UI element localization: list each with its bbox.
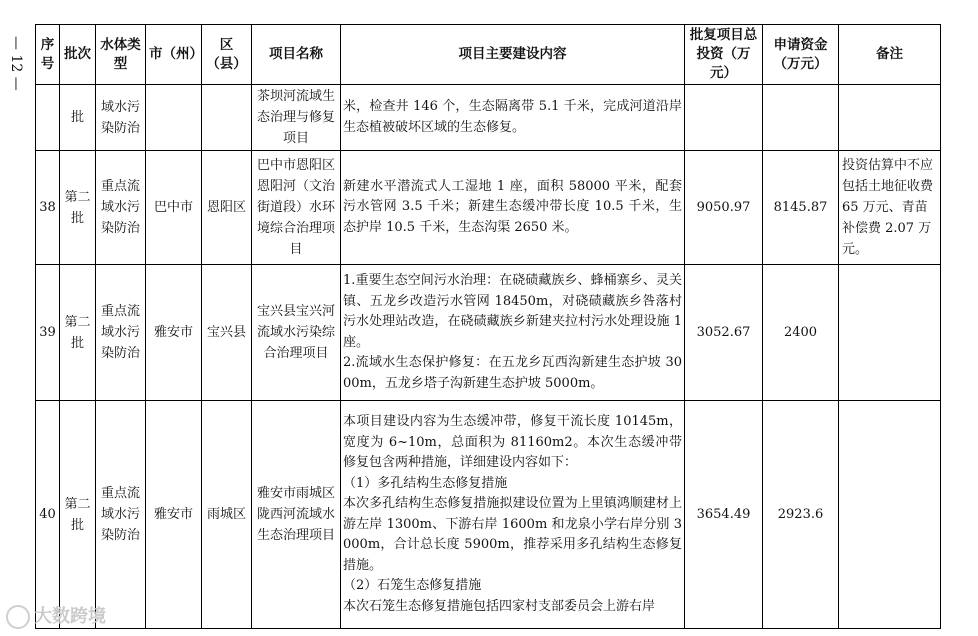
content-paragraph: 本次多孔结构生态修复措施拟建设位置为上里镇鸿顺建材上游左岸 1300m、下游右岸 1600m 和龙泉小学右岸分别 3000m，合计总长度 5900m，推荐采用多孔结构生态修复措施。 [343, 496, 682, 573]
row-batch: 第二批 [60, 151, 96, 265]
content-paragraph: 1.重要生态空间污水治理：在硗碛藏族乡、蜂桶寨乡、灵关镇、五龙乡改造污水管网 18450m，对硗碛藏族乡咎落村污水处理站改造，在硗碛藏族乡新建夹拉村污水处理设施 1 座。 [343, 273, 682, 350]
row-project-name: 巴中市恩阳区恩阳河（文治街道段）水环境综合治理项目 [252, 151, 341, 265]
row-note: 投资估算中不应包括土地征收费 65 万元、青苗补偿费 2.07 万元。 [839, 151, 941, 265]
row-fund: 2400 [763, 265, 839, 401]
header-batch: 批次 [60, 25, 96, 85]
row-type: 重点流域水污染防治 [96, 401, 146, 629]
row-county: 恩阳区 [202, 151, 252, 265]
row-type: 重点流域水污染防治 [96, 151, 146, 265]
row-invest [685, 85, 763, 151]
table-row [36, 151, 941, 265]
row-county: 宝兴县 [202, 265, 252, 401]
content-paragraph: 本项目建设内容为生态缓冲带，修复干流长度 10145m，宽度为 6~10m，总面积为 81160m2。本次生态缓冲带修复包含两种措施，详细建设内容如下： [343, 414, 682, 470]
header-row [36, 25, 941, 85]
row-batch: 批 [60, 85, 96, 151]
row-project-name: 宝兴县宝兴河流域水污染综合治理项目 [252, 265, 341, 401]
row-fund: 8145.87 [763, 151, 839, 265]
row-content [341, 265, 685, 401]
row-project-name: 雅安市雨城区陇西河流域水生态治理项目 [252, 401, 341, 629]
row-seq: 39 [36, 265, 60, 401]
table-row [36, 401, 941, 629]
row-invest: 3654.49 [685, 401, 763, 629]
row-fund [763, 85, 839, 151]
row-invest: 9050.97 [685, 151, 763, 265]
project-table [35, 24, 941, 629]
page-number: — 12 — [8, 36, 24, 91]
row-seq [36, 85, 60, 151]
row-type: 重点流域水污染防治 [96, 265, 146, 401]
header-invest: 批复项目总投资（万元） [685, 25, 763, 85]
row-note [839, 401, 941, 629]
content-paragraph: 2.流域水生态保护修复：在五龙乡瓦西沟新建生态护坡 3000m，五龙乡塔子沟新建生态护坡 5000m。 [343, 355, 682, 391]
header-name: 项目名称 [252, 25, 341, 85]
row-batch: 第二批 [60, 401, 96, 629]
row-note [839, 265, 941, 401]
header-content: 项目主要建设内容 [341, 25, 685, 85]
row-county: 雨城区 [202, 401, 252, 629]
row-invest: 3052.67 [685, 265, 763, 401]
header-seq: 序号 [36, 25, 60, 85]
header-note: 备注 [839, 25, 941, 85]
watermark-logo-icon [6, 605, 30, 629]
row-type: 域水污染防治 [96, 85, 146, 151]
row-fund: 2923.6 [763, 401, 839, 629]
table-row [36, 265, 941, 401]
header-county: 区（县） [202, 25, 252, 85]
row-content [341, 85, 685, 151]
row-city: 雅安市 [146, 265, 202, 401]
content-paragraph: 米，检查井 146 个，生态隔离带 5.1 千米，完成河道沿岸生态植被破坏区域的生态修复。 [343, 99, 682, 135]
header-city: 市（州） [146, 25, 202, 85]
content-paragraph: 新建水平潜流式人工湿地 1 座，面积 58000 平米，配套污水管网 3.5 千米；新建生态缓冲带长度 10.5 千米，生态护岸 10.5 千米，生态沟渠 2650 米。 [343, 178, 682, 235]
row-note [839, 85, 941, 151]
row-project-name: 茶坝河流域生态治理与修复项目 [252, 85, 341, 151]
content-paragraph: 本次石笼生态修复措施包括四家村支部委员会上游右岸 [343, 598, 656, 614]
row-county [202, 85, 252, 151]
content-paragraph: （2）石笼生态修复措施 [343, 578, 482, 593]
watermark [6, 602, 106, 629]
row-seq: 38 [36, 151, 60, 265]
row-city [146, 85, 202, 151]
table-row [36, 85, 941, 151]
row-seq: 40 [36, 401, 60, 629]
row-content [341, 151, 685, 265]
row-content [341, 401, 685, 629]
content-paragraph: （1）多孔结构生态修复措施 [343, 475, 508, 491]
row-city: 雅安市 [146, 401, 202, 629]
row-city: 巴中市 [146, 151, 202, 265]
header-type: 水体类型 [96, 25, 146, 85]
watermark-text: 大数跨境 [34, 606, 106, 627]
header-fund: 申请资金（万元） [763, 25, 839, 85]
row-batch: 第二批 [60, 265, 96, 401]
